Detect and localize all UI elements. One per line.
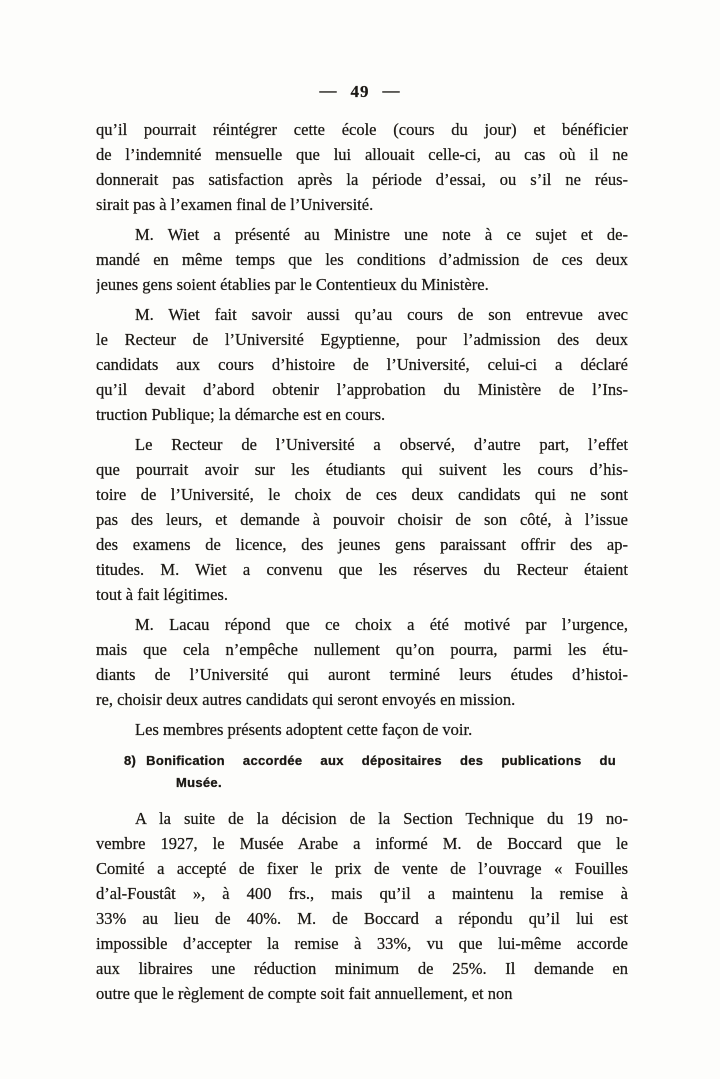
text-line: aux libraires une réduction minimum de 25%. Il demande en xyxy=(96,959,628,978)
text-line: A la suite de la décision de la Section Technique du 19 no- xyxy=(135,809,628,828)
paragraph xyxy=(96,432,628,607)
text-line: toire de l’Université, le choix de ces deux candidats qui ne sont xyxy=(96,485,628,504)
section-number: 8) xyxy=(124,753,137,768)
text-line: candidats aux cours d’histoire de l’Université, celui-ci a déclaré xyxy=(96,355,628,374)
text-line: des examens de licence, des jeunes gens paraissant offrir des ap- xyxy=(96,535,628,554)
text-line: tout à fait légitimes. xyxy=(96,585,228,604)
section-heading-line xyxy=(124,750,616,772)
text-line: mandé en même temps que les conditions d’admission de ces deux xyxy=(96,250,628,269)
text-line: mais que cela n’empêche nullement qu’on pourra, parmi les étu- xyxy=(96,640,628,659)
section-title-text: Bonification accordée aux dépositaires des publications du xyxy=(146,753,616,768)
text-line: M. Wiet fait savoir aussi qu’au cours de son entrevue avec xyxy=(135,305,628,324)
text-line: M. Wiet a présenté au Ministre une note à ce sujet et de- xyxy=(135,225,628,244)
text-line: re, choisir deux autres candidats qui seront envoyés en mission. xyxy=(96,690,516,709)
text-line: qu’il pourrait réintégrer cette école (cours du jour) et bénéficier xyxy=(96,120,628,139)
text-line: outre que le règlement de compte soit fait annuellement, et non xyxy=(96,984,513,1003)
header-dash-left: — xyxy=(319,81,338,100)
section-heading-line: Musée. xyxy=(176,775,222,790)
text-line: Comité a accepté de fixer le prix de vente de l’ouvrage « Fouilles xyxy=(96,859,628,878)
text-line: Le Recteur de l’Université a observé, d’autre part, l’effet xyxy=(135,435,628,454)
text-line: M. Lacau répond que ce choix a été motivé par l’urgence, xyxy=(135,615,628,634)
text-line: Les membres présents adoptent cette façon de voir. xyxy=(135,720,473,739)
paragraph xyxy=(96,302,628,427)
section-heading xyxy=(124,750,616,794)
text-line: donnerait pas satisfaction après la période d’essai, ou s’il ne réus- xyxy=(96,170,628,189)
paragraph xyxy=(96,717,628,742)
text-line: jeunes gens soient établies par le Contentieux du Ministère. xyxy=(96,275,489,294)
header-dash-right: — xyxy=(382,81,401,100)
text-line: que pourrait avoir sur les étudiants qui suivent les cours d’his- xyxy=(96,460,628,479)
text-line: vembre 1927, le Musée Arabe a informé M. de Boccard que le xyxy=(96,834,628,853)
text-line: sirait pas à l’examen final de l’Université. xyxy=(96,195,374,214)
paragraph xyxy=(96,612,628,712)
text-line: impossible d’accepter la remise à 33%, vu que lui-même accorde xyxy=(96,934,628,953)
text-line: pas des leurs, et demande à pouvoir choisir de son côté, à l’issue xyxy=(96,510,628,529)
page-number: 49 xyxy=(350,82,370,101)
text-line: diants de l’Université qui auront terminé leurs études d’histoi- xyxy=(96,665,628,684)
text-line: de l’indemnité mensuelle que lui allouait celle-ci, au cas où il ne xyxy=(96,145,628,164)
text-line: qu’il devait d’abord obtenir l’approbation du Ministère de l’Ins- xyxy=(96,380,628,399)
paragraph xyxy=(96,117,628,217)
text-line: 33% au lieu de 40%. M. de Boccard a répondu qu’il lui est xyxy=(96,909,628,928)
document-body xyxy=(96,117,628,1006)
text-line: truction Publique; la démarche est en cours. xyxy=(96,405,386,424)
text-line: d’al-Foustât », à 400 frs., mais qu’il a maintenu la remise à xyxy=(96,884,628,903)
text-line: titudes. M. Wiet a convenu que les réserves du Recteur étaient xyxy=(96,560,628,579)
paragraph xyxy=(96,806,628,1006)
text-line: le Recteur de l’Université Egyptienne, pour l’admission des deux xyxy=(96,330,628,349)
paragraph xyxy=(96,222,628,297)
page-header xyxy=(0,0,720,102)
